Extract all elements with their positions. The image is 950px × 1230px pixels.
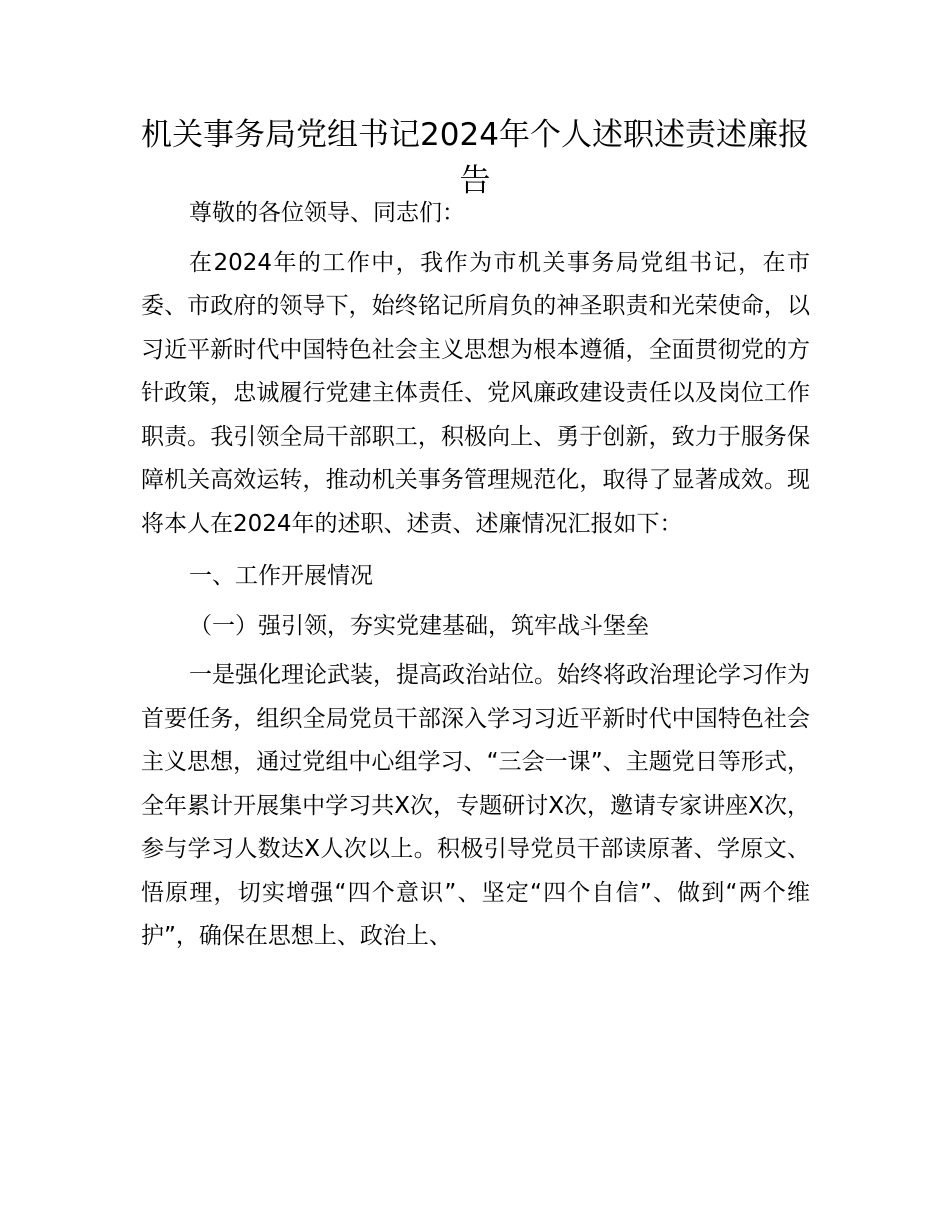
- body-paragraph: 一是强化理论武装，提高政治站位。始终将政治理论学习作为首要任务，组织全局党员干部深入学习习近平新时代中国特色社会主义思想，通过党组中心组学习、“三会一课”、主题党日等形式，全年累计开展集中学习共X次，专题研讨X次，邀请专家讲座X次，参与学习人数达X人次以上。积极引导党员干部读原著、学原文、悟原理，切实增强“四个意识”、坚定“四个自信”、做到“两个维护”，确保在思想上、政治上、: [141, 662, 810, 949]
- subsection-heading: （一）强引领，夯实党建基础，筑牢战斗堡垒: [189, 612, 649, 639]
- section-heading: 一、工作开展情况: [189, 563, 373, 589]
- salutation: 尊敬的各位领导、同志们：: [189, 200, 465, 226]
- intro-paragraph: 在2024年的工作中，我作为市机关事务局党组书记，在市委、市政府的领导下，始终铭记所肩负的神圣职责和光荣使命，以习近平新时代中国特色社会主义思想为根本遵循，全面贯彻党的方针政策，忠诚履行党建主体责任、党风廉政建设责任以及岗位工作职责。我引领全局干部职工，积极向上、勇于创新，致力于服务保障机关高效运转，推动机关事务管理规范化，取得了显著成效。现将本人在2024年的述职、述责、述廉情况汇报如下：: [141, 249, 810, 537]
- document-body: [141, 192, 810, 959]
- document-title: 机关事务局党组书记2024年个人述职述责述廉报告: [141, 117, 809, 199]
